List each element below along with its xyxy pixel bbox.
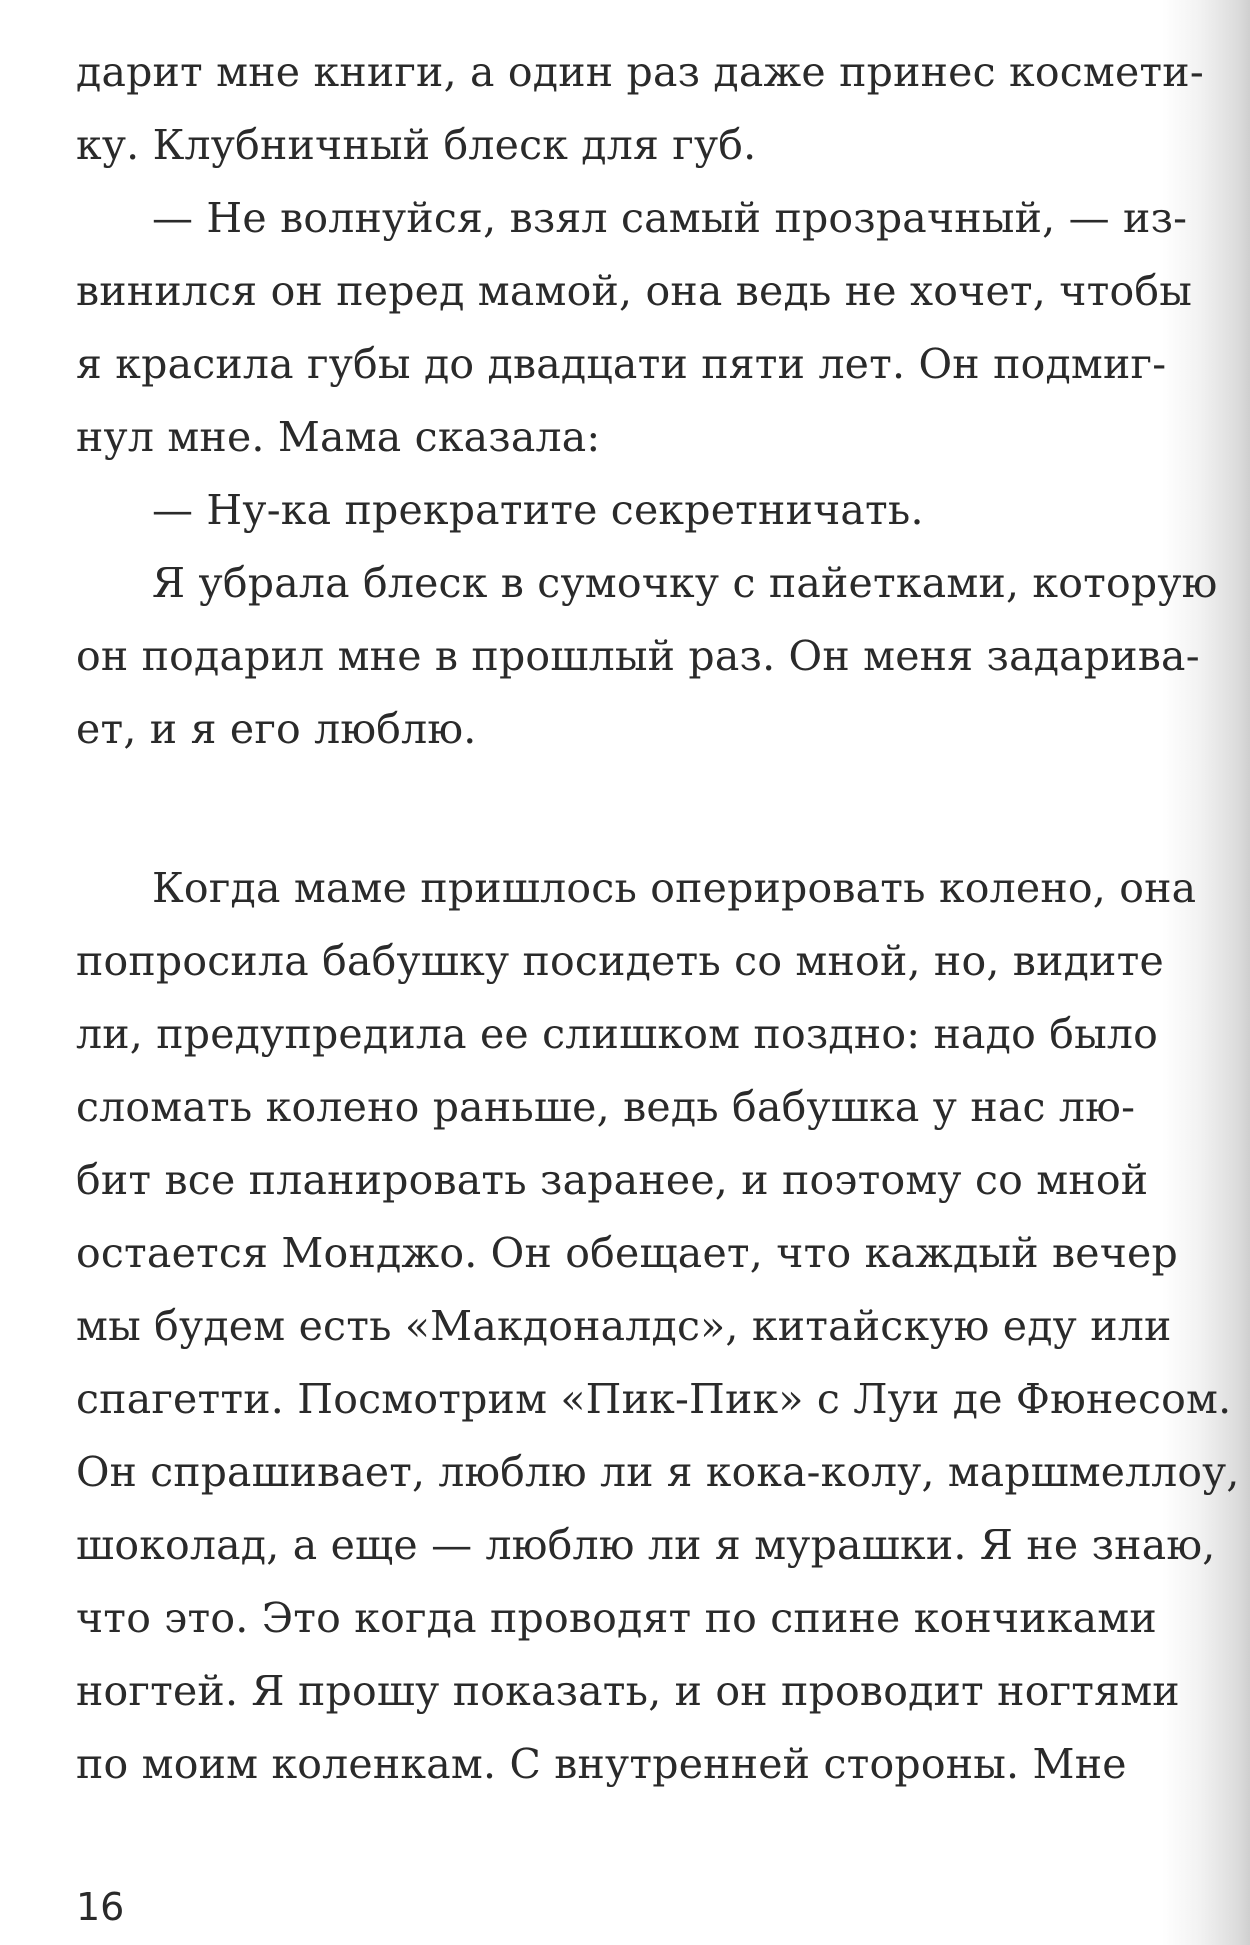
text-line: шоколад, а еще — люблю ли я мурашки. Я не знаю, — [76, 1521, 1216, 1569]
text-line: ногтей. Я прошу показать, и он проводит ногтями — [76, 1667, 1180, 1715]
text-line: дарит мне книги, а один раз даже принес космети- — [76, 48, 1204, 96]
text-line: ли, предупредила ее слишком поздно: надо было — [76, 1010, 1159, 1058]
text-line: нул мне. Мама сказала: — [76, 413, 601, 461]
text-line: ку. Клубничный блеск для губ. — [76, 121, 757, 169]
text-line: по моим коленкам. С внутренней стороны. Мне — [76, 1740, 1127, 1788]
text-line: что это. Это когда проводят по спине кончиками — [76, 1594, 1157, 1642]
text-line: он подарил мне в прошлый раз. Он меня задарива- — [76, 632, 1200, 680]
text-line: ет, и я его люблю. — [76, 705, 477, 753]
text-line: спагетти. Посмотрим «Пик-Пик» с Луи де Фюнесом. — [76, 1375, 1232, 1423]
text-line: попросила бабушку посидеть со мной, но, видите — [76, 937, 1164, 985]
text-line: сломать колено раньше, ведь бабушка у нас лю- — [76, 1083, 1136, 1131]
text-line: Он спрашивает, люблю ли я кока-колу, маршмеллоу, — [76, 1448, 1240, 1496]
text-line: Я убрала блеск в сумочку с пайетками, которую — [152, 559, 1218, 607]
text-line: я красила губы до двадцати пяти лет. Он подмиг- — [76, 340, 1167, 388]
page-number: 16 — [76, 1885, 125, 1929]
text-line: — Не волнуйся, взял самый прозрачный, — из- — [152, 194, 1188, 242]
text-line: — Ну-ка прекратите секретничать. — [152, 486, 924, 534]
text-line: бит все планировать заранее, и поэтому со мной — [76, 1156, 1149, 1204]
text-line: мы будем есть «Макдоналдс», китайскую еду или — [76, 1302, 1172, 1350]
text-line: остается Монджо. Он обещает, что каждый вечер — [76, 1229, 1178, 1277]
text-line: винился он перед мамой, она ведь не хочет, чтобы — [76, 267, 1193, 315]
text-line: Когда маме пришлось оперировать колено, она — [152, 864, 1197, 912]
